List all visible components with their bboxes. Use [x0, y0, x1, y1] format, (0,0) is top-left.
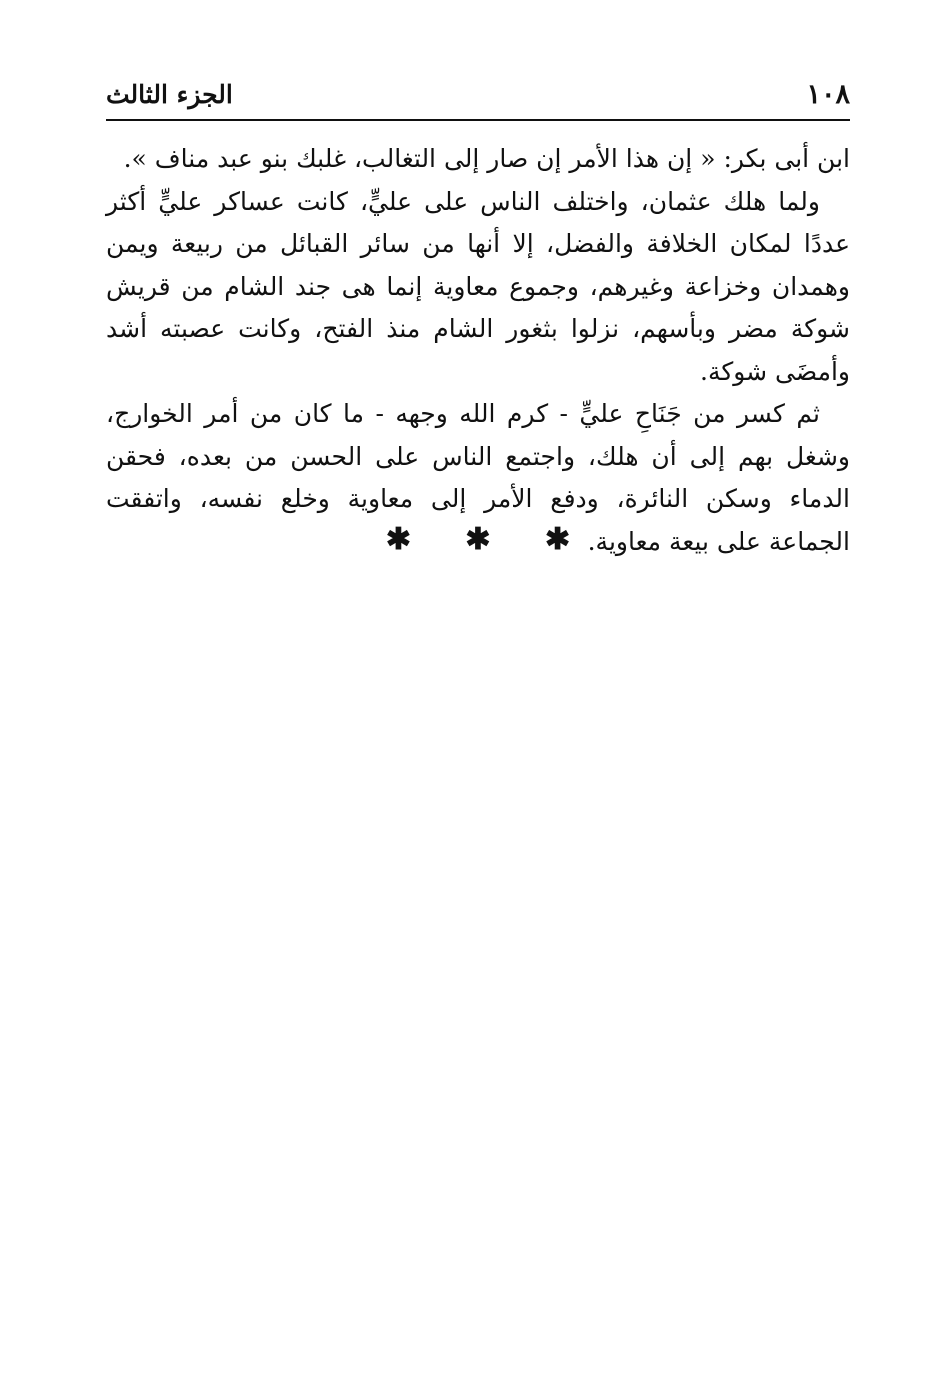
separator-star-icon: ✱: [465, 522, 491, 557]
header-divider: [106, 119, 850, 121]
separator-star-icon: ✱: [385, 522, 411, 557]
paragraph-1: ابن أبى بكر: « إن هذا الأمر إن صار إلى التغالب، غلبك بنو عبد مناف ».: [123, 144, 850, 173]
page-header: [106, 72, 850, 116]
part-title: الجزء الثالث: [106, 80, 233, 109]
separator-star-icon: ✱: [545, 522, 571, 557]
paragraph-3: ثم كسر من جَنَاحِ عليٍّ - كرم الله وجهه - ما كان من أمر الخوارج، وشغل بهم إلى أن هلك، واجتمع الناس على الحسن من بعده، فحقن الدماء وسكن النائرة، ودفع الأمر إلى معاوية وخلع نفسه، واتفقت الجماعة على بيعة معاوية.: [106, 399, 850, 556]
section-separator: [106, 520, 850, 560]
page-body: [106, 138, 850, 563]
page-number: ١٠٨: [806, 79, 850, 110]
paragraph-2: ولما هلك عثمان، واختلف الناس على عليٍّ، كانت عساكر عليٍّ أكثر عددًا لمكان الخلافة والفضل، إلا أنها من سائر القبائل من ربيعة ويمن وهمدان وخزاعة وغيرهم، وجموع معاوية إنما هى جند الشام من قريش شوكة مضر وبأسهم، نزلوا بثغور الشام منذ الفتح، وكانت عصبته أشد وأمضَى شوكة.: [106, 186, 850, 386]
